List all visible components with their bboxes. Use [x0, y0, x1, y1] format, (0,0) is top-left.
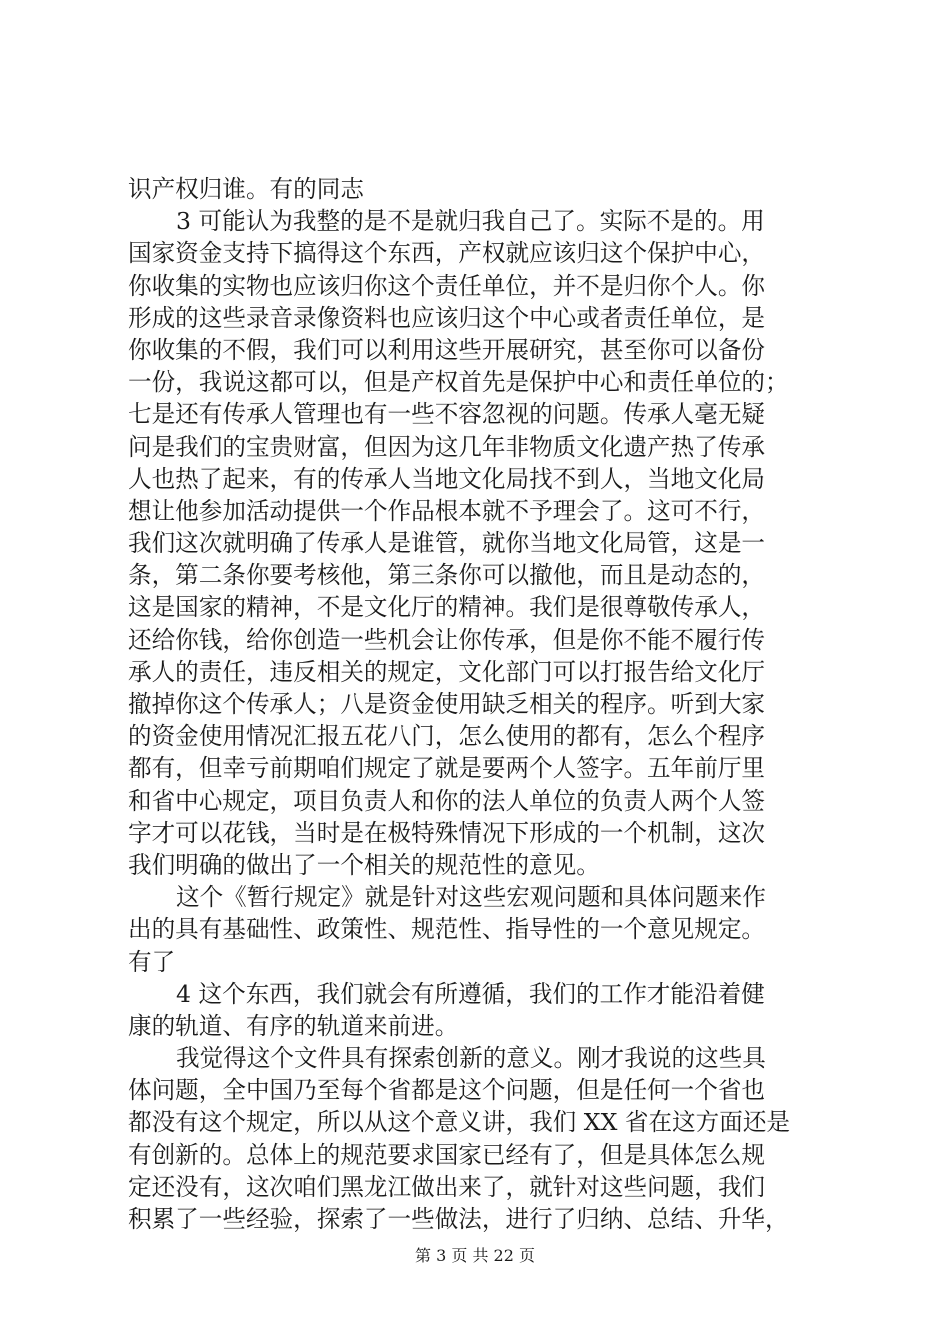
text-line: 形成的这些录音录像资料也应该归这个中心或者责任单位，是 [128, 303, 766, 332]
text-line: 康的轨道、有序的轨道来前进。 [128, 1011, 459, 1040]
text-line: 国家资金支持下搞得这个东西，产权就应该归这个保护中心， [128, 239, 766, 268]
text-line: 出的具有基础性、政策性、规范性、指导性的一个意见规定。 [128, 915, 766, 944]
text-line: 还给你钱，给你创造一些机会让你传承，但是你不能不履行传 [128, 625, 766, 654]
text-line: 你收集的不假，我们可以利用这些开展研究，甚至你可以备份 [128, 335, 766, 364]
text-line: 4 这个东西，我们就会有所遵循，我们的工作才能沿着健 [176, 979, 765, 1008]
text-line: 都没有这个规定，所以从这个意义讲，我们 XX 省在这方面还是 [128, 1108, 791, 1137]
text-line: 撤掉你这个传承人；八是资金使用缺乏相关的程序。听到大家 [128, 690, 766, 718]
page-footer: 第 3 页 共 22 页 [415, 1246, 535, 1265]
text-line: 人也热了起来，有的传承人当地文化局找不到人，当地文化局 [128, 464, 766, 493]
text-line: 识产权归谁。有的同志 [128, 175, 364, 203]
text-line: 我们这次就明确了传承人是谁管，就你当地文化局管，这是一 [128, 529, 766, 558]
text-line: 体问题，全中国乃至每个省都是这个问题，但是任何一个省也 [128, 1076, 766, 1105]
text-line: 和省中心规定，项目负责人和你的法人单位的负责人两个人签 [128, 786, 766, 815]
text-line: 你收集的实物也应该归你这个责任单位，并不是归你个人。你 [128, 271, 766, 300]
text-line: 字才可以花钱，当时是在极特殊情况下形成的一个机制，这次 [128, 818, 766, 847]
text-line: 这个《暂行规定》就是针对这些宏观问题和具体问题来作 [176, 883, 766, 912]
text-line: 有创新的。总体上的规范要求国家已经有了，但是具体怎么规 [128, 1140, 766, 1169]
text-line: 七是还有传承人管理也有一些不容忽视的问题。传承人毫无疑 [128, 400, 766, 429]
text-line: 承人的责任，违反相关的规定，文化部门可以打报告给文化厅 [128, 657, 766, 686]
text-line: 问是我们的宝贵财富，但因为这几年非物质文化遗产热了传承 [128, 432, 766, 461]
text-line: 3 可能认为我整的是不是就归我自己了。实际不是的。用 [176, 207, 765, 236]
text-line: 都有，但幸亏前期咱们规定了就是要两个人签字。五年前厅里 [128, 754, 766, 783]
text-line: 这是国家的精神，不是文化厅的精神。我们是很尊敬传承人， [128, 593, 766, 622]
text-line: 有了 [128, 947, 176, 976]
text-line: 一份，我说这都可以，但是产权首先是保护中心和责任单位的； [128, 368, 789, 397]
text-line: 我们明确的做出了一个相关的规范性的意见。 [128, 850, 600, 879]
text-line: 的资金使用情况汇报五花八门，怎么使用的都有，怎么个程序 [128, 722, 766, 751]
text-line: 想让他参加活动提供一个作品根本就不予理会了。这可不行， [128, 496, 766, 525]
text-line: 我觉得这个文件具有探索创新的意义。刚才我说的这些具 [176, 1044, 766, 1073]
document-body [128, 173, 840, 1235]
text-line: 积累了一些经验，探索了一些做法，进行了归纳、总结、升华， [128, 1205, 789, 1233]
text-line: 定还没有，这次咱们黑龙江做出来了，就针对这些问题，我们 [128, 1172, 766, 1201]
text-line: 条，第二条你要考核他，第三条你可以撤他，而且是动态的， [128, 561, 766, 590]
